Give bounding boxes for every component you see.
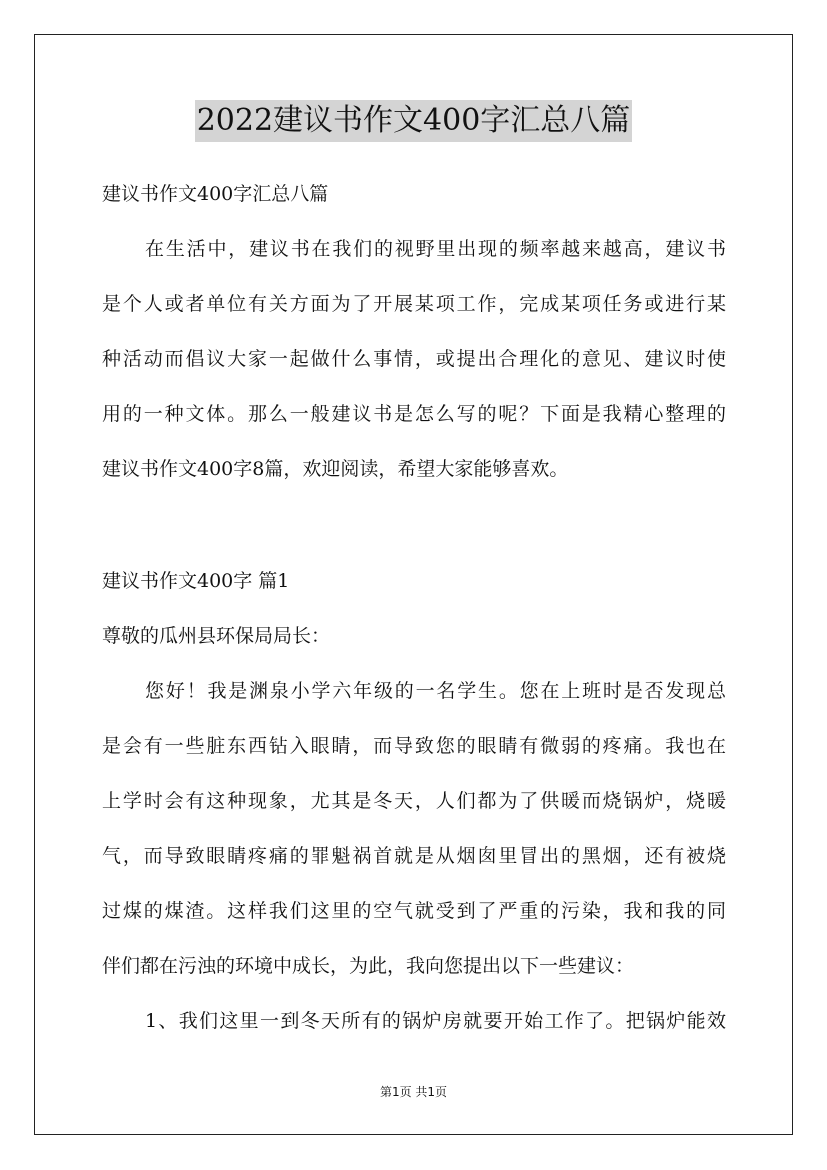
salutation: 尊敬的瓜州县环保局局长： [102, 625, 331, 647]
intro-line: 在生活中，建议书在我们的视野里出现的频率越来越高，建议书 [145, 238, 726, 260]
body-line: 过煤的煤渣。这样我们这里的空气就受到了严重的污染，我和我的同 [102, 900, 726, 922]
body-line: 上学时会有这种现象，尤其是冬天，人们都为了供暖而烧锅炉，烧暖 [102, 790, 726, 812]
body-line: 是会有一些脏东西钻入眼睛，而导致您的眼睛有微弱的疼痛。我也在 [102, 735, 726, 757]
body-line: 气，而导致眼睛疼痛的罪魁祸首就是从烟囱里冒出的黑烟，还有被烧 [102, 845, 726, 867]
body-line: 您好！我是渊泉小学六年级的一名学生。您在上班时是否发现总 [145, 680, 726, 702]
intro-line: 用的一种文体。那么一般建议书是怎么写的呢？下面是我精心整理的 [102, 403, 726, 425]
section-spacer [102, 502, 726, 559]
body-line: 伴们都在污浊的环境中成长，为此，我向您提出以下一些建议： [102, 955, 635, 977]
intro-line: 建议书作文400字8篇，欢迎阅读，希望大家能够喜欢。 [102, 458, 569, 480]
section-heading: 建议书作文400字 篇1 [102, 570, 290, 592]
page-number: 第1页 共1页 [379, 1085, 448, 1099]
document-title: 2022建议书作文400字汇总八篇 [195, 100, 633, 142]
intro-line: 种活动而倡议大家一起做什么事情，或提出合理化的意见、建议时使 [102, 348, 726, 370]
document-body [102, 172, 726, 1054]
point-1-line: 1、我们这里一到冬天所有的锅炉房就要开始工作了。把锅炉能效 [145, 1010, 726, 1032]
intro-line: 是个人或者单位有关方面为了开展某项工作，完成某项任务或进行某 [102, 293, 726, 315]
title-container [0, 100, 827, 142]
subtitle: 建议书作文400字汇总八篇 [102, 183, 329, 205]
